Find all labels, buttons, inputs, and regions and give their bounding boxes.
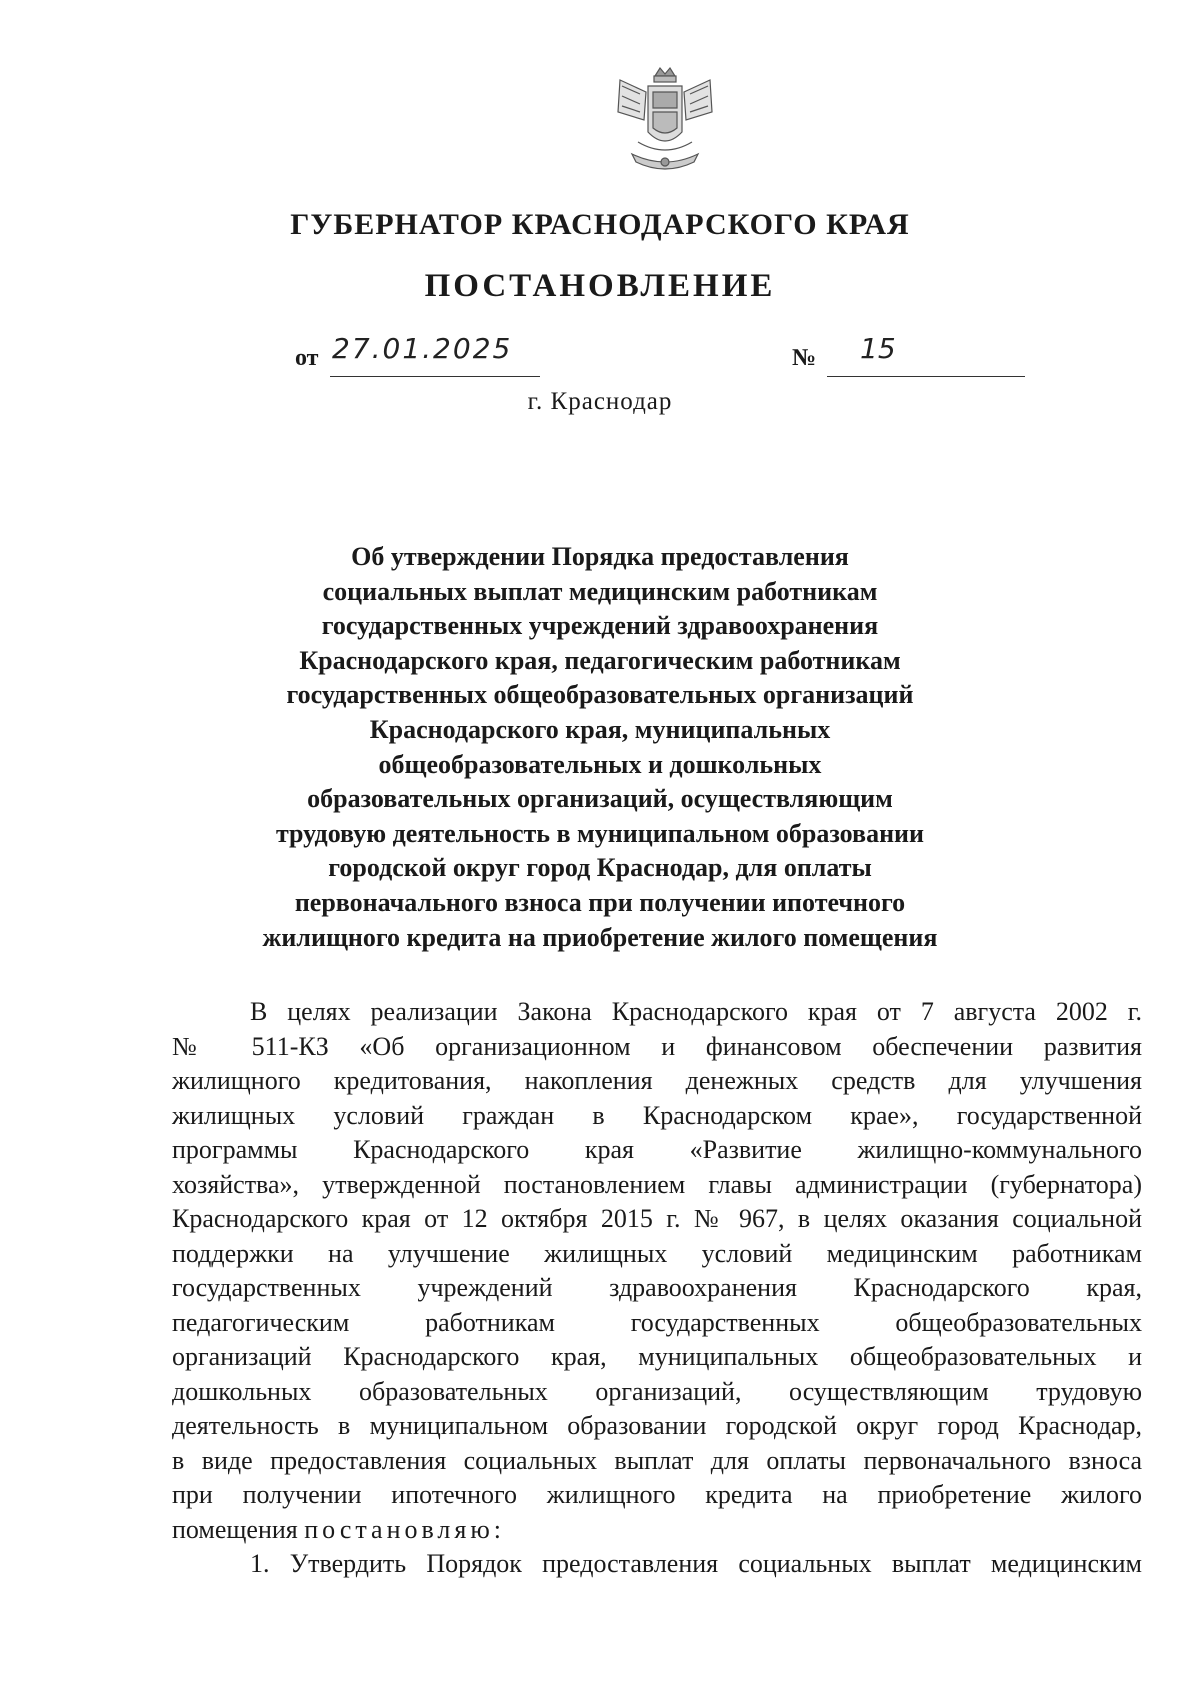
document-title <box>0 540 1200 955</box>
title-line: государственных учреждений здравоохранения <box>321 611 879 641</box>
title-line: трудовую деятельность в муниципальном образовании <box>275 818 925 848</box>
body-line: жилищных условий граждан в Краснодарском крае», государственной <box>172 1100 1142 1130</box>
title-line: Краснодарского края, муниципальных <box>369 714 831 744</box>
title-line: Об утверждении Порядка предоставления <box>351 542 849 571</box>
body-closing-line <box>172 1513 1142 1548</box>
title-line: Краснодарского края, педагогическим работникам <box>299 645 901 675</box>
body-line: педагогическим работникам государственных общеобразовательных <box>172 1307 1142 1337</box>
body-line: при получении ипотечного жилищного кредита на приобретение жилого <box>172 1480 1142 1509</box>
title-line: общеобразовательных и дошкольных <box>378 749 822 779</box>
body-line: жилищного кредитования, накопления денежных средств для улучшения <box>172 1066 1142 1095</box>
title-line: образовательных организаций, осуществляющим <box>307 784 893 814</box>
number-label: № <box>792 345 817 371</box>
body-line: в виде предоставления социальных выплат для оплаты первоначального взноса <box>172 1445 1142 1475</box>
issuing-authority: ГУБЕРНАТОР КРАСНОДАРСКОГО КРАЯ <box>290 208 910 241</box>
body-line: Краснодарского края от 12 октября 2015 г. № 967, в целях оказания социальной <box>172 1204 1142 1233</box>
title-line: государственных общеобразовательных организаций <box>286 680 914 710</box>
closing-prefix: помещения <box>172 1514 298 1544</box>
body-line: дошкольных образовательных организаций, осуществляющим трудовую <box>172 1376 1142 1406</box>
closing-verb: постановляю: <box>304 1514 506 1544</box>
body-line: поддержки на улучшение жилищных условий медицинским работникам <box>172 1238 1142 1268</box>
body-line: хозяйства», утвержденной постановлением главы администрации (губернатора) <box>172 1169 1142 1199</box>
coat-of-arms-emblem <box>610 62 720 182</box>
title-line: первоначального взноса при получении ипотечного <box>294 887 906 917</box>
title-line: городской округ город Краснодар, для оплаты <box>328 853 872 883</box>
title-line: социальных выплат медицинским работникам <box>322 576 878 606</box>
item-1-line: 1. Утвердить Порядок предоставления социальных выплат медицинским <box>250 1549 1142 1578</box>
number-value: 15 <box>860 332 896 365</box>
body-line: организаций Краснодарского края, муниципальных общеобразовательных и <box>172 1342 1142 1371</box>
number-underline <box>827 346 1025 377</box>
body-line: программы Краснодарского края «Развитие жилищно-коммунального <box>172 1135 1142 1164</box>
date-label: от <box>295 345 319 371</box>
body-line: В целях реализации Закона Краснодарского края от 7 августа 2002 г. <box>250 997 1142 1026</box>
body-line: № 511-КЗ «Об организационном и финансовом обеспечении развития <box>172 1031 1142 1061</box>
city: г. Краснодар <box>527 388 673 415</box>
body-line: государственных учреждений здравоохранения Краснодарского края, <box>172 1273 1142 1302</box>
date-value: 27.01.2025 <box>332 332 513 365</box>
document-body <box>172 995 1142 1582</box>
title-line: жилищного кредита на приобретение жилого помещения <box>262 922 938 952</box>
body-line: деятельность в муниципальном образовании городской округ город Краснодар, <box>172 1411 1142 1440</box>
document-type: ПОСТАНОВЛЕНИЕ <box>424 268 776 304</box>
